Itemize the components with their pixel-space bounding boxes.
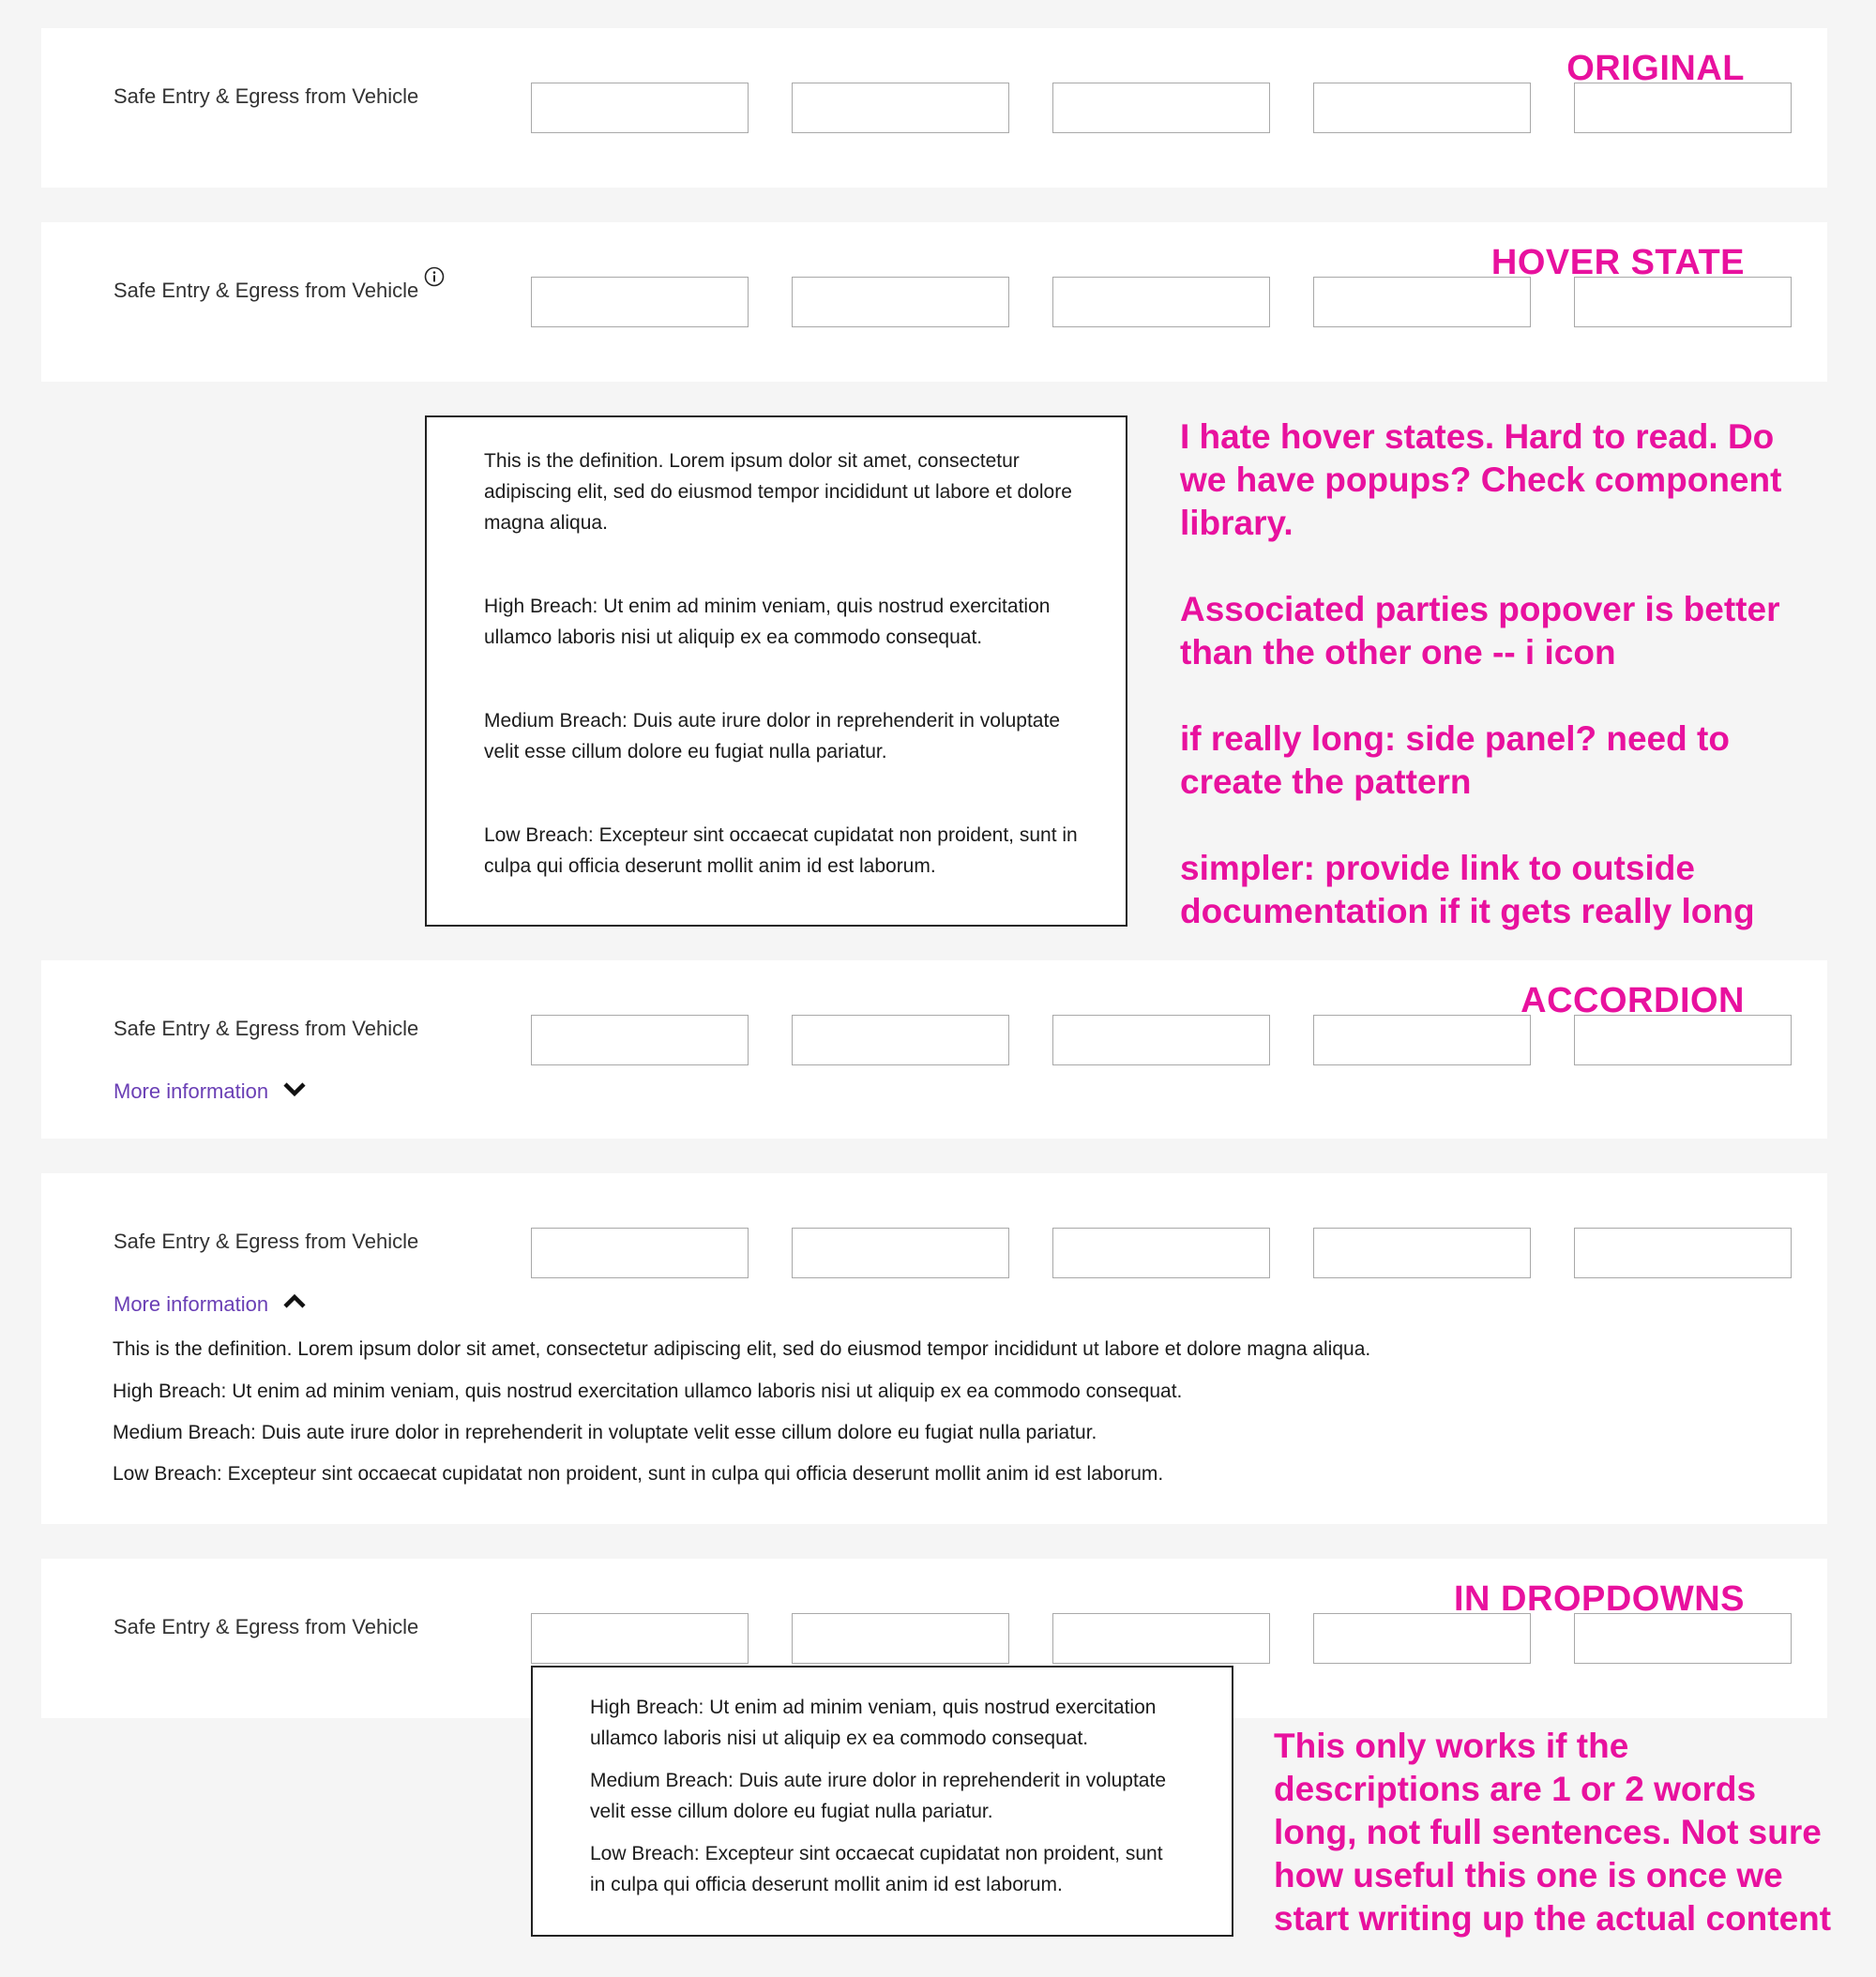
rating-input-2[interactable] bbox=[792, 277, 1009, 327]
note-hover-2: Associated parties popover is better than the other one -- i icon bbox=[1180, 590, 1780, 672]
high-breach-text: High Breach: Ut enim ad minim veniam, quis nostrud exercitation ullamco laboris nisi ut aliquip ex ea commodo consequat. bbox=[484, 596, 1051, 648]
more-information-toggle[interactable] bbox=[113, 1079, 308, 1104]
info-circle-icon[interactable] bbox=[423, 265, 446, 288]
rating-input-1[interactable] bbox=[531, 83, 749, 133]
rating-dropdown-2[interactable] bbox=[792, 1613, 1009, 1664]
annotation-tag-accordion: ACCORDION bbox=[1520, 981, 1745, 1020]
high-breach-text: High Breach: Ut enim ad minim veniam, quis nostrud exercitation ullamco laboris nisi ut aliquip ex ea commodo consequat. bbox=[113, 1381, 1183, 1402]
row-label: Safe Entry & Egress from Vehicle bbox=[113, 1615, 419, 1638]
low-breach-text: Low Breach: Excepteur sint occaecat cupidatat non proident, sunt in culpa qui officia deserunt mollit anim id est laborum. bbox=[484, 824, 1078, 877]
note-dropdown: This only works if the descriptions are 1 or 2 words long, not full sentences. Not sure how useful this one is once we start writing up the actual content bbox=[1274, 1727, 1832, 1938]
medium-breach-text: Medium Breach: Duis aute irure dolor in reprehenderit in voluptate velit esse cillum dolore eu fugiat nulla pariatur. bbox=[484, 710, 1060, 762]
annotation-tag-hover-state: HOVER STATE bbox=[1490, 243, 1745, 282]
rating-input-1[interactable] bbox=[531, 1228, 749, 1278]
rating-input-3[interactable] bbox=[1052, 1015, 1270, 1065]
rating-input-3[interactable] bbox=[1052, 1228, 1270, 1278]
chevron-up-icon bbox=[268, 1292, 308, 1317]
low-breach-text: Low Breach: Excepteur sint occaecat cupidatat non proident, sunt in culpa qui officia deserunt mollit anim id est laborum. bbox=[113, 1463, 1164, 1485]
more-information-label: More information bbox=[113, 1292, 269, 1316]
dropdown-option-medium[interactable]: Medium Breach: Duis aute irure dolor in reprehenderit in voluptate velit esse cillum dolore eu fugiat nulla pariatur. bbox=[590, 1770, 1166, 1822]
section-original bbox=[41, 28, 1827, 188]
section-accordion-expanded bbox=[41, 1173, 1827, 1524]
dropdown-option-high[interactable]: High Breach: Ut enim ad minim veniam, quis nostrud exercitation ullamco laboris nisi ut aliquip ex ea commodo consequat. bbox=[590, 1697, 1157, 1749]
note-hover-3: if really long: side panel? need to create the pattern bbox=[1180, 719, 1730, 801]
rating-input-1[interactable] bbox=[531, 1015, 749, 1065]
section-hover-state bbox=[41, 222, 1827, 382]
rating-input-3[interactable] bbox=[1052, 83, 1270, 133]
rating-input-4[interactable] bbox=[1313, 1015, 1531, 1065]
rating-dropdown-5[interactable] bbox=[1574, 1613, 1792, 1664]
annotation-hover-notes bbox=[1180, 415, 1837, 933]
more-information-toggle[interactable] bbox=[113, 1292, 308, 1317]
hover-tooltip bbox=[425, 415, 1127, 927]
rating-input-5[interactable] bbox=[1574, 277, 1792, 327]
rating-input-1[interactable] bbox=[531, 277, 749, 327]
chevron-down-icon bbox=[268, 1079, 308, 1104]
medium-breach-text: Medium Breach: Duis aute irure dolor in reprehenderit in voluptate velit esse cillum dolore eu fugiat nulla pariatur. bbox=[113, 1422, 1097, 1443]
section-accordion-collapsed bbox=[41, 960, 1827, 1139]
rating-dropdown-1[interactable] bbox=[531, 1613, 749, 1664]
more-information-label: More information bbox=[113, 1079, 269, 1103]
row-label: Safe Entry & Egress from Vehicle bbox=[113, 1017, 419, 1040]
rating-input-2[interactable] bbox=[792, 83, 1009, 133]
note-hover-4: simpler: provide link to outside documentation if it gets really long bbox=[1180, 849, 1755, 930]
rating-input-4[interactable] bbox=[1313, 83, 1531, 133]
rating-input-5[interactable] bbox=[1574, 83, 1792, 133]
row-label: Safe Entry & Egress from Vehicle bbox=[113, 1230, 419, 1253]
dropdown-option-low[interactable]: Low Breach: Excepteur sint occaecat cupidatat non proident, sunt in culpa qui officia deserunt mollit anim id est laborum. bbox=[590, 1843, 1163, 1895]
rating-input-4[interactable] bbox=[1313, 1228, 1531, 1278]
annotation-tag-in-dropdowns: IN DROPDOWNS bbox=[1454, 1579, 1745, 1619]
rating-input-2[interactable] bbox=[792, 1015, 1009, 1065]
definition-text: This is the definition. Lorem ipsum dolor sit amet, consectetur adipiscing elit, sed do eiusmod tempor incididunt ut labore et dolore magna aliqua. bbox=[484, 450, 1072, 534]
annotation-dropdown-note bbox=[1274, 1725, 1837, 1940]
note-hover-1: I hate hover states. Hard to read. Do we have popups? Check component library. bbox=[1180, 417, 1782, 542]
rating-dropdown-4[interactable] bbox=[1313, 1613, 1531, 1664]
dropdown-menu bbox=[531, 1666, 1233, 1937]
annotation-tag-original: ORIGINAL bbox=[1566, 49, 1745, 88]
row-label: Safe Entry & Egress from Vehicle bbox=[113, 279, 419, 302]
rating-input-3[interactable] bbox=[1052, 277, 1270, 327]
rating-input-5[interactable] bbox=[1574, 1228, 1792, 1278]
definition-text: This is the definition. Lorem ipsum dolor sit amet, consectetur adipiscing elit, sed do eiusmod tempor incididunt ut labore et dolore magna aliqua. bbox=[113, 1338, 1371, 1360]
rating-dropdown-3[interactable] bbox=[1052, 1613, 1270, 1664]
row-label: Safe Entry & Egress from Vehicle bbox=[113, 84, 419, 108]
rating-input-4[interactable] bbox=[1313, 277, 1531, 327]
rating-input-2[interactable] bbox=[792, 1228, 1009, 1278]
rating-input-5[interactable] bbox=[1574, 1015, 1792, 1065]
